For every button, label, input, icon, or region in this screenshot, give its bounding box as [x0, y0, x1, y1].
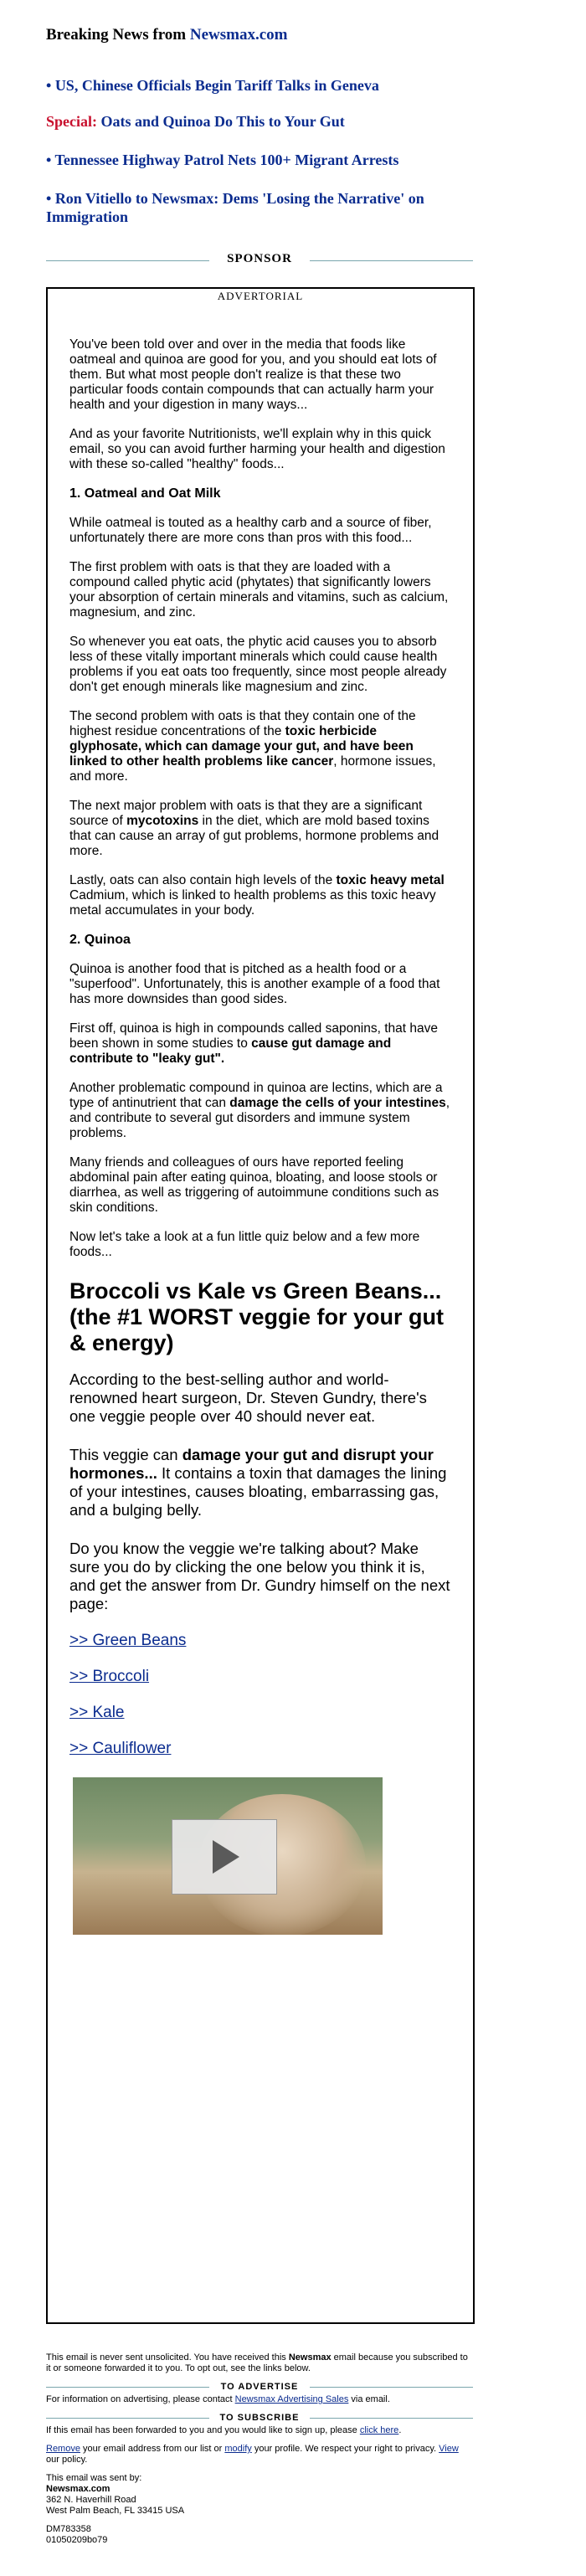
news-item-text[interactable]: US, Chinese Officials Begin Tariff Talks in Geneva	[54, 77, 379, 94]
bold-text: damage the cells of your intestines	[229, 1096, 446, 1110]
text: For information on advertising, please contact	[46, 2394, 235, 2404]
text: , hormone issues, and more.	[69, 754, 436, 784]
paragraph	[69, 1081, 450, 1141]
text: our policy.	[46, 2455, 88, 2465]
news-item-text[interactable]: Tennessee Highway Patrol Nets 100+ Migrant Arrests	[54, 152, 399, 168]
bold-text: Newsmax	[288, 2352, 332, 2363]
text: The next major problem with oats is that they are a significant source of	[69, 799, 423, 828]
paragraph: While oatmeal is touted as a healthy carb and a source of fiber, unfortunately there are more cons than pros with this food...	[69, 516, 432, 545]
paragraph: According to the best-selling author and world-renowned heart surgeon, Dr. Steven Gundry, there's one veggie people over 40 should never eat.	[69, 1370, 427, 1425]
paragraph: Quinoa is another food that is pitched as a health food or a "superfood". Unfortunately, this is another example of a food that has more downsides than good sides.	[69, 962, 440, 1006]
address-line: West Palm Beach, FL 33415 USA	[46, 2506, 185, 2516]
text: email because you subscribed to it or someone forwarded it to you. To opt out, see the links below.	[46, 2352, 468, 2373]
link-green-beans[interactable]: >> Green Beans	[69, 1632, 187, 1649]
subscribe-info	[46, 2425, 473, 2436]
news-item-text[interactable]: Ron Vitiello to Newsmax: Dems 'Losing the Narrative' on Immigration	[46, 190, 424, 225]
paragraph	[69, 799, 450, 859]
text: Another problematic compound in quinoa are lectins, which are a type of antinutrient that can	[69, 1081, 443, 1110]
text: First off, quinoa is high in compounds called saponins, that have been shown in some studies to	[69, 1021, 439, 1051]
subscribe-label: TO SUBSCRIBE	[219, 2413, 300, 2423]
sponsor-divider	[46, 252, 473, 269]
sponsor-label: SPONSOR	[227, 252, 292, 265]
text: , and contribute to several gut disorders and immune system problems.	[69, 1096, 450, 1140]
unsubscribe-info	[46, 2444, 473, 2465]
bold-text: damage your gut and disrupt your hormones...	[69, 1446, 434, 1482]
paragraph: You've been told over and over in the media that foods like oatmeal and quinoa are good for you, and you should eat lots of them. But what most people don't realize is that these two particular foods contain compounds that can actually harm your health and your digestion in many ways...	[69, 337, 437, 412]
section-heading-oatmeal: 1. Oatmeal and Oat Milk	[69, 486, 221, 501]
play-icon	[213, 1840, 239, 1874]
text: in the diet, which are mold based toxins that can cause an array of gut problems, hormone problems and more.	[69, 814, 440, 858]
advertising-sales-link[interactable]: Newsmax Advertising Sales	[234, 2394, 349, 2404]
modify-link[interactable]: modify	[224, 2444, 252, 2454]
text: your email address from our list or	[80, 2444, 225, 2454]
remove-link[interactable]: Remove	[46, 2444, 80, 2454]
paragraph	[69, 1446, 450, 1519]
paragraph: So whenever you eat oats, the phytic acid causes you to absorb less of these vitally important minerals which could cause health problems if you eat oats too frequently, since most people already don't get enough minerals like magnesium and zinc.	[69, 635, 447, 694]
org-name: Newsmax.com	[46, 2484, 111, 2494]
bold-text: mycotoxins	[126, 814, 199, 828]
text: your profile. We respect your right to privacy.	[251, 2444, 440, 2454]
text: Lastly, oats can also contain high levels of the	[69, 873, 337, 887]
link-cauliflower[interactable]: >> Cauliflower	[69, 1740, 172, 1757]
paragraph: And as your favorite Nutritionists, we'll explain why in this quick email, so you can avoid further harming your health and digestion with these so-called "healthy" foods...	[69, 427, 445, 471]
paragraph: Do you know the veggie we're talking about? Make sure you do by clicking the one below you think it is, and get the answer from Dr. Gundry himself on the next page:	[69, 1540, 450, 1612]
email-footer	[46, 2352, 473, 2553]
play-button[interactable]	[172, 1819, 277, 1895]
special-label: Special:	[46, 113, 97, 130]
news-item-4[interactable]	[46, 189, 481, 226]
paragraph: Now let's take a look at a fun little quiz below and a few more foods...	[69, 1230, 420, 1259]
address-line: 362 N. Haverhill Road	[46, 2495, 136, 2505]
advertorial-label: ADVERTORIAL	[217, 290, 304, 302]
news-item-3[interactable]	[46, 151, 481, 169]
paragraph	[69, 1021, 450, 1067]
advertorial-article	[69, 337, 450, 1935]
code: 01050209bo79	[46, 2535, 108, 2545]
veggie-headline: Broccoli vs Kale vs Green Beans... (the #1 WORST veggie for your gut & energy)	[69, 1278, 445, 1355]
view-policy-link[interactable]: View	[439, 2444, 459, 2454]
paragraph	[69, 709, 450, 784]
paragraph: The first problem with oats is that they are loaded with a compound called phytic acid (phytates) that significantly lowers your absorption of certain minerals and vitamins, such as calcium, magnesium, and zinc.	[69, 560, 449, 620]
bullet: •	[46, 77, 55, 94]
tracking-codes	[46, 2524, 473, 2546]
paragraph	[69, 873, 450, 918]
text: via email.	[348, 2394, 390, 2404]
link-broccoli[interactable]: >> Broccoli	[69, 1668, 150, 1685]
news-item-1[interactable]	[46, 76, 481, 95]
advertorial-box	[46, 287, 475, 2324]
advertise-label: TO ADVERTISE	[220, 2382, 299, 2392]
footer-disclaimer	[46, 2352, 473, 2374]
link-kale[interactable]: >> Kale	[69, 1704, 125, 1721]
bullet: •	[46, 152, 55, 168]
header-prefix: Breaking News from	[46, 26, 190, 44]
text: .	[398, 2425, 402, 2435]
advertise-info	[46, 2394, 473, 2405]
bold-text: toxic heavy metal	[336, 873, 445, 887]
text: If this email has been forwarded to you and you would like to sign up, please	[46, 2425, 360, 2435]
subscribe-divider	[46, 2413, 473, 2424]
news-item-2[interactable]	[46, 112, 481, 131]
text: It contains a toxin that damages the lining of your intestines, causes bloating, embarrassing gas, and a bulging belly.	[69, 1464, 447, 1519]
bullet: •	[46, 190, 55, 207]
text: This veggie can	[69, 1446, 182, 1463]
text: The second problem with oats is that they contain one of the highest residue concentrations of the	[69, 709, 416, 738]
bold-text: cause gut damage and contribute to "leaky gut".	[69, 1036, 392, 1066]
sender-address	[46, 2473, 473, 2517]
section-heading-quinoa: 2. Quinoa	[69, 933, 131, 947]
newsmax-link[interactable]: Newsmax.com	[189, 26, 288, 44]
video-thumbnail[interactable]	[73, 1777, 383, 1935]
code: DM783358	[46, 2524, 91, 2534]
text: This email is never sent unsolicited. You have received this	[46, 2352, 289, 2363]
bold-text: toxic herbicide glyphosate, which can damage your gut, and have been linked to other health problems like cancer	[69, 724, 414, 769]
advertise-divider	[46, 2382, 473, 2393]
breaking-news-header	[46, 26, 287, 44]
click-here-link[interactable]: click here	[359, 2425, 399, 2435]
paragraph: Many friends and colleagues of ours have reported feeling abdominal pain after eating quinoa, bloating, and loose stools or diarrhea, as well as triggering of autoimmune conditions such as skin conditions.	[69, 1155, 440, 1215]
text: Cadmium, which is linked to health problems as this toxic heavy metal accumulates in your body.	[69, 888, 436, 918]
news-item-text[interactable]: Oats and Quinoa Do This to Your Gut	[97, 113, 345, 130]
text: This email was sent by:	[46, 2473, 142, 2483]
